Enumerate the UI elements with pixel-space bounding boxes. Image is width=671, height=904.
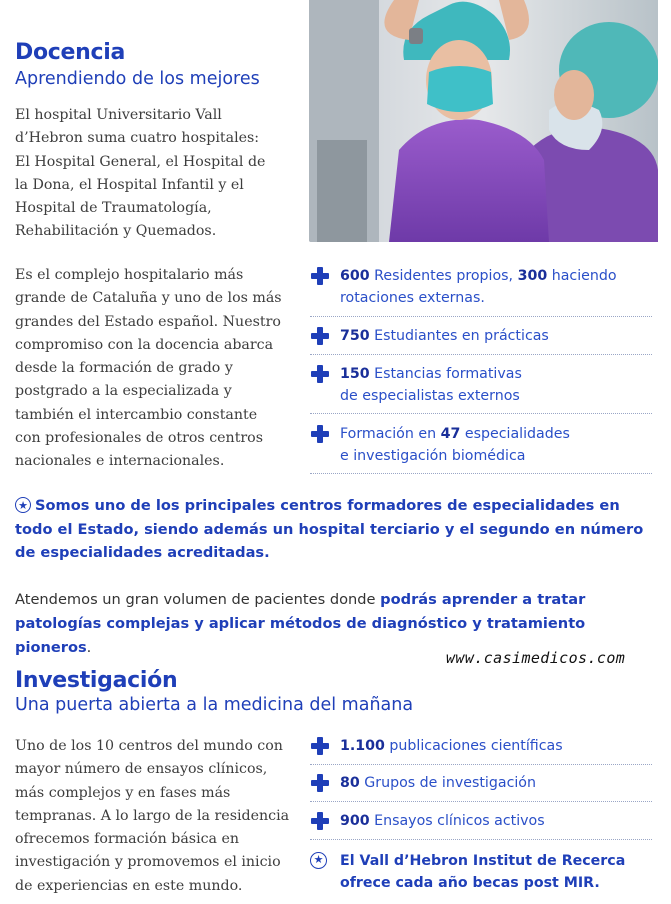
stat-ensayos <box>340 810 660 832</box>
text-line: la Dona, el Hospital Infantil y el <box>15 176 244 193</box>
section-subtitle-investigacion: Una puerta abierta a la medicina del mañana <box>15 695 414 715</box>
text-bold: podrás aprender a tratar patologías complejas y aplicar métodos de diagnóstico y tratamiento pioneros <box>15 591 586 656</box>
stat-estancias <box>340 363 660 407</box>
dotted-divider <box>310 473 652 474</box>
plus-icon <box>310 266 330 286</box>
section-title-investigacion: Investigación <box>15 668 178 693</box>
section-title-docencia: Docencia <box>15 40 126 65</box>
stat-text: Estudiantes en prácticas <box>369 328 549 344</box>
text-line: investigación y promovemos el inicio <box>15 854 281 871</box>
text-line: tempranas. A lo largo de la residencia <box>15 807 290 824</box>
plus-icon <box>310 364 330 384</box>
stat-text: de especialistas externos <box>340 388 520 404</box>
dotted-divider <box>310 839 652 840</box>
residents-photo <box>309 0 658 242</box>
text-line: El hospital Universitario Vall <box>15 107 222 123</box>
surgeons-illustration <box>309 0 658 242</box>
stat-text: publicaciones científicas <box>384 738 563 754</box>
stat-text: e investigación biomédica <box>340 448 526 464</box>
star-circle-icon: ★ <box>310 852 327 869</box>
text-line: Hospital de Traumatología, <box>15 200 212 217</box>
plus-icon <box>310 773 330 793</box>
text-line: grande de Cataluña y uno de los más <box>15 290 282 307</box>
text-line: Es el complejo hospitalario más <box>15 267 244 283</box>
stat-text: Residentes propios, <box>369 268 518 284</box>
becas-highlight <box>340 850 660 894</box>
text-line: grandes del Estado español. Nuestro <box>15 313 281 330</box>
callout-text: Somos uno de los principales centros formadores de especialidades en todo el Estado, siendo además un hospital terciario y el segundo en número de especialidades acreditadas. <box>15 497 644 561</box>
plus-icon <box>310 811 330 831</box>
text-line: desde la formación de grado y <box>15 360 233 377</box>
stat-text: Grupos de investigación <box>359 775 536 791</box>
stat-text: Ensayos clínicos activos <box>369 813 545 829</box>
stat-grupos <box>340 772 660 794</box>
watermark: www.casimedicos.com <box>446 649 626 667</box>
stat-formacion <box>340 423 660 467</box>
dotted-divider <box>310 413 652 414</box>
text-line: de experiencias en este mundo. <box>15 877 243 894</box>
text: Atendemos un gran volumen de pacientes donde <box>15 591 381 608</box>
stat-number: 80 <box>340 775 360 791</box>
text-line: postgrado a la especializada y <box>15 383 232 400</box>
highlight-line: El Vall d’Hebron Institut de Recerca <box>340 853 626 869</box>
dotted-divider <box>310 764 652 765</box>
text-line: Rehabilitación y Quemados. <box>15 223 217 240</box>
stat-number: 600 <box>340 268 370 284</box>
highlight-callout <box>15 494 655 565</box>
stat-text: Formación en <box>340 426 441 442</box>
stat-text: haciendo <box>547 268 617 284</box>
stat-residentes <box>340 265 660 309</box>
text-line: mayor número de ensayos clínicos, <box>15 761 268 778</box>
text-line: compromiso con la docencia abarca <box>15 336 274 353</box>
text-line: Uno de los 10 centros del mundo con <box>15 738 283 754</box>
stat-text: rotaciones externas. <box>340 290 485 306</box>
investigacion-paragraph <box>15 735 307 898</box>
section-subtitle-docencia: Aprendiendo de los mejores <box>15 69 260 89</box>
text-line: también el intercambio constante <box>15 406 258 423</box>
docencia-paragraph-2 <box>15 264 307 474</box>
stat-number: 300 <box>517 268 548 284</box>
dotted-divider <box>310 354 652 355</box>
stat-estudiantes <box>340 325 660 347</box>
stat-number: 47 <box>440 426 461 442</box>
dotted-divider <box>310 316 652 317</box>
text-line: más complejos y en fases más <box>15 784 231 801</box>
plus-icon <box>310 736 330 756</box>
text-line: d’Hebron suma cuatro hospitales: <box>15 130 260 147</box>
stat-text: especialidades <box>460 426 570 442</box>
highlight-line: ofrece cada año becas post MIR. <box>340 875 600 891</box>
stat-number: 900 <box>340 813 370 829</box>
plus-icon <box>310 326 330 346</box>
text: . <box>86 639 92 656</box>
text-line: ofrecemos formación básica en <box>15 831 240 848</box>
star-circle-icon: ★ <box>15 497 31 513</box>
stat-number: 1.100 <box>340 738 385 754</box>
text-line: nacionales e internacionales. <box>15 453 225 470</box>
stat-number: 150 <box>340 366 370 382</box>
stat-publicaciones <box>340 735 660 757</box>
plus-icon <box>310 424 330 444</box>
dotted-divider <box>310 801 652 802</box>
stat-number: 750 <box>340 328 370 344</box>
docencia-paragraph-1 <box>15 104 305 244</box>
stat-text: Estancias formativas <box>369 366 522 382</box>
text-line: El Hospital General, el Hospital de <box>15 153 266 170</box>
text-line: con profesionales de otros centros <box>15 430 263 447</box>
